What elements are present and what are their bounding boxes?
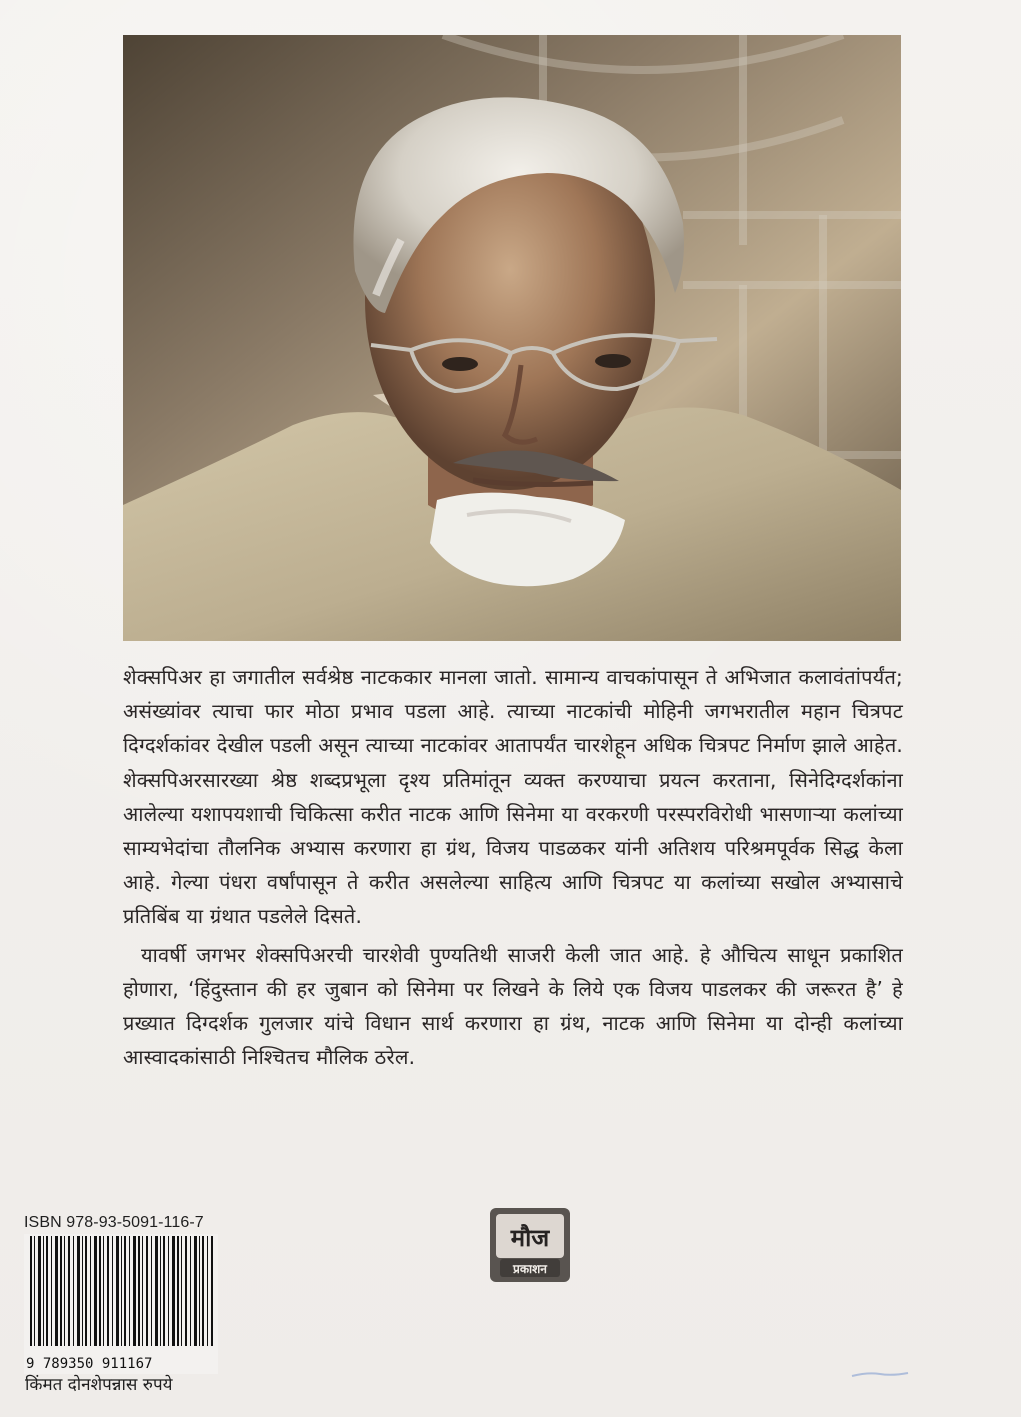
ink-smudge xyxy=(850,1370,910,1380)
blurb-paragraph-2: यावर्षी जगभर शेक्सपिअरची चारशेवी पुण्यतिथी साजरी केली जात आहे. हे औचित्य साधून प्रकाशित होणारा, ‘हिंदुस्तान की हर जुबान को सिनेमा पर लिखने के लिये एक विजय पाडलकर की जरूरत है’ हे प्रख्यात दिग्दर्शक गुलजार यांचे विधान सार्थ करणारा हा ग्रंथ, नाटक आणि सिनेमा या दोन्ही कलांच्या आस्वादकांसाठी निश्चितच मौलिक ठरेल. xyxy=(123,942,903,1070)
barcode-digits: 9 789350 911167 xyxy=(26,1356,153,1372)
publisher-logo xyxy=(488,1206,572,1284)
blurb-paragraph-1: शेक्सपिअर हा जगातील सर्वश्रेष्ठ नाटककार मानला जातो. सामान्य वाचकांपासून ते अभिजात कलावंतांपर्यंत; असंख्यांवर त्याचा फार मोठा प्रभाव पडला आहे. त्याच्या नाटकांची मोहिनी जगभरातील महान चित्रपट दिग्दर्शकांवर देखील पडली असून त्याच्या नाटकांवर आतापर्यंत चारशेहून अधिक चित्रपट निर्माण झाले आहेत. शेक्सपिअरसारख्या श्रेष्ठ शब्दप्रभूला दृश्य प्रतिमांतून व्यक्त करण्याचा प्रयत्न करताना, सिनेदिग्दर्शकांना आलेल्या यशापयशाची चिकित्सा करीत नाटक आणि सिनेमा या वरकरणी परस्परविरोधी भासणाऱ्या कलांच्या साम्यभेदांचा तौलनिक अभ्यास करणारा हा ग्रंथ, विजय पाडळकर यांनी अतिशय परिश्रमपूर्वक सिद्ध केला आहे. गेल्या पंधरा वर्षांपासून ते करीत असलेल्या साहित्य आणि चित्रपट या कलांच्या सखोल अभ्यासाचे प्रतिबिंब या ग्रंथात पडलेले दिसते. xyxy=(123,665,903,929)
logo-mouj-text: मौज xyxy=(510,1224,550,1252)
logo-prakashan-text: प्रकाशन xyxy=(513,1262,547,1276)
barcode xyxy=(24,1234,218,1374)
blurb-text xyxy=(123,660,903,1074)
isbn-label: ISBN 978-93-5091-116-7 xyxy=(24,1214,204,1231)
author-portrait xyxy=(123,35,901,641)
price-text: किंमत दोनशेपन्नास रुपये xyxy=(25,1375,173,1395)
